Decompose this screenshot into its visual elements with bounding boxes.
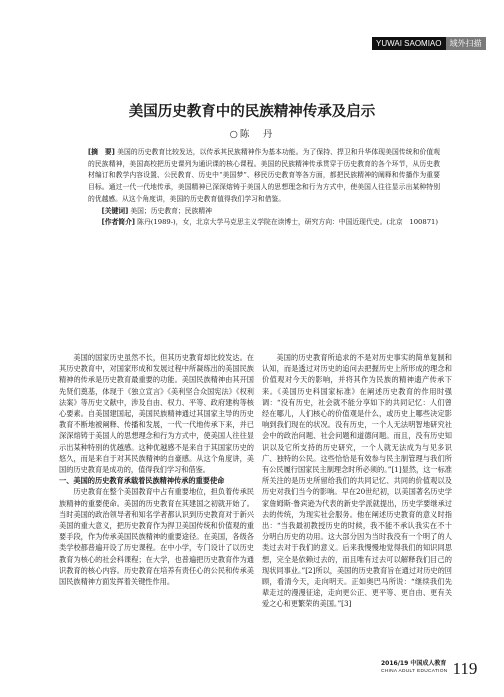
keywords-label: [关键词] [101, 206, 129, 215]
page-number: 119 [452, 659, 478, 678]
author-info-label: [作者简介] [101, 218, 135, 227]
section-heading: 一、美国的历史教育承载着民族精神传承的重要使命 [59, 476, 225, 486]
journal-name-chinese: 中国成人教育 [410, 660, 447, 667]
body-paragraph: 美国的历史教育所追求的不是对历史事实的简单复制和认知，而是透过对历史的追问去把握历史上所形成的理念和价值观对今天的影响，并将其作为民族的精神遗产传承下来。《美国历史科国家标准》在阐述历史教育的作用时强调：“没有历史，社会就不能分享如下的共同记忆：人们曾经在哪儿，人们核心的价值观是什么，或历史上哪些决定影响到我们现在的状况。没有历史，一个人无法明智地研究社会中的政治问题、社会问题和道德问题。而且，没有历史知识以及它所支持的历史研究，一个人就无法成为与见多识广、独特的公民。这些恰恰是有效参与民主制管理与我们所有公民履行国家民主制理念时所必须的。”[1]显然，这一标准所关注的是历史所留给我们的共同记忆、共同的价值观以及历史对我们当今的影响。早在20世纪初，以美国著名历史学家詹姆斯·鲁宾逊为代表的新史学派就提出，历史学要继承过去的传统，为现实社会服务。他在阐述历史教育的意义时指出：“当我最初教授历史的时候，我不能不承认我实在不十分明白历史的功用。这大部分因为当时我没有一个明了的人类过去对于我们的意义。后来我慢慢地觉得我们的知识同思想，完全是依赖过去的，而且唯有过去可以解释我们目己的现状同事业。”[2]所以，美国的历史教育旨在通过对历史的回顾，看清今天，走向明天。正如奥巴马所说：“继续我们先辈走过的漫漫征途，走向更公正、更平等、更自由、更有关爱之心和更繁荣的美国。”[3] [262, 353, 452, 609]
page-footer [381, 660, 491, 678]
abstract-label: [摘 要] [88, 148, 115, 156]
right-column [262, 352, 452, 610]
keywords-text: 美国；历史教育；民族精神 [130, 206, 212, 215]
body-paragraph: 美国的国家历史虽然不长，但其历史教育却比较发达。在其历史教育中，对国家形成和发展过程中所凝练出的美国民族精神的传承是历史教育最重要的功能。美国民族精神由其开国先贤们奠基，体现于《独立宣言》《美利坚合众国宪法》《权利法案》等历史文献中，涉及自由、权力、平等、政府建构等核心要素。自美国建国起，美国民族精神通过其国家主导的历史教育不断地被阐释、传播和发展，一代一代地传承下来，并已深深熔铸于美国人的思想理念和行为方式中，使美国人往往显示出某种特别的优越感。这种优越感不是来自于其国家历史的悠久，而是来自于对其民族精神的自豪感。从这个角度讲，美国的历史教育是成功的，值得我们学习和借鉴。 [59, 353, 254, 475]
article-author: ○陈 丹 [229, 129, 275, 140]
left-column [59, 352, 254, 587]
journal-name-english: CHINA ADULT EDUCATION [381, 669, 448, 674]
issue-number: 2016/19 [381, 660, 409, 667]
section-badge-chinese: 域外扫描 [446, 37, 486, 50]
abstract-block [88, 147, 440, 229]
author-info-text: 陈丹(1989-)，女，北京大学马克思主义学院在读博士，研究方向：中国近现代史。(北京 100871) [137, 218, 439, 227]
keywords-paragraph [88, 206, 440, 218]
article-title: 美国历史教育中的民族精神传承及启示 [128, 104, 376, 120]
section-badge [372, 37, 486, 50]
author-info-paragraph [88, 217, 440, 229]
abstract-text: 美国的历史教育比较发达，以传承其民族精神作为基本功能。为了保持、捍卫和升华体现美国传统和价值观的民族精神，美国高校把历史课列为通识课的核心课程。美国的民族精神传承贯穿于历史教育的各个环节，从历史教材编订和教学内容设置、公民教育、历史中“美国梦”、移民历史教育等各方面，都把民族精神的阐释和传播作为重要目标。通过一代一代地传承，美国精神已深深熔铸于美国人的思想理念和行为方式中，使美国人往往显示出某种特别的优越感。从这个角度讲，美国的历史教育值得我们学习和借鉴。 [88, 148, 440, 203]
abstract-paragraph [88, 147, 440, 206]
body-paragraph: 历史教育在整个美国教育中占有重要地位，担负着传承民族精神的重要使命。美国的历史教育在其建国之初就开始了。当时美国的政治领导者和知名学者都认识到历史教育对于新兴美国的重大意义，把历史教育作为捍卫美国传统和价值观的重要手段，作为传承美国民族精神的重要途径。在美国，各级各类学校都普遍开设了历史课程。在中小学，专门设计了以历史教育为核心的社会科课程；在大学，也普遍把历史教育作为通识教育的核心内容。历史教育在培养有责任心的公民和传承美国民族精神方面发挥着关键性作用。 [59, 487, 254, 587]
section-badge-english: YUWAI SAOMIAO [372, 37, 446, 50]
